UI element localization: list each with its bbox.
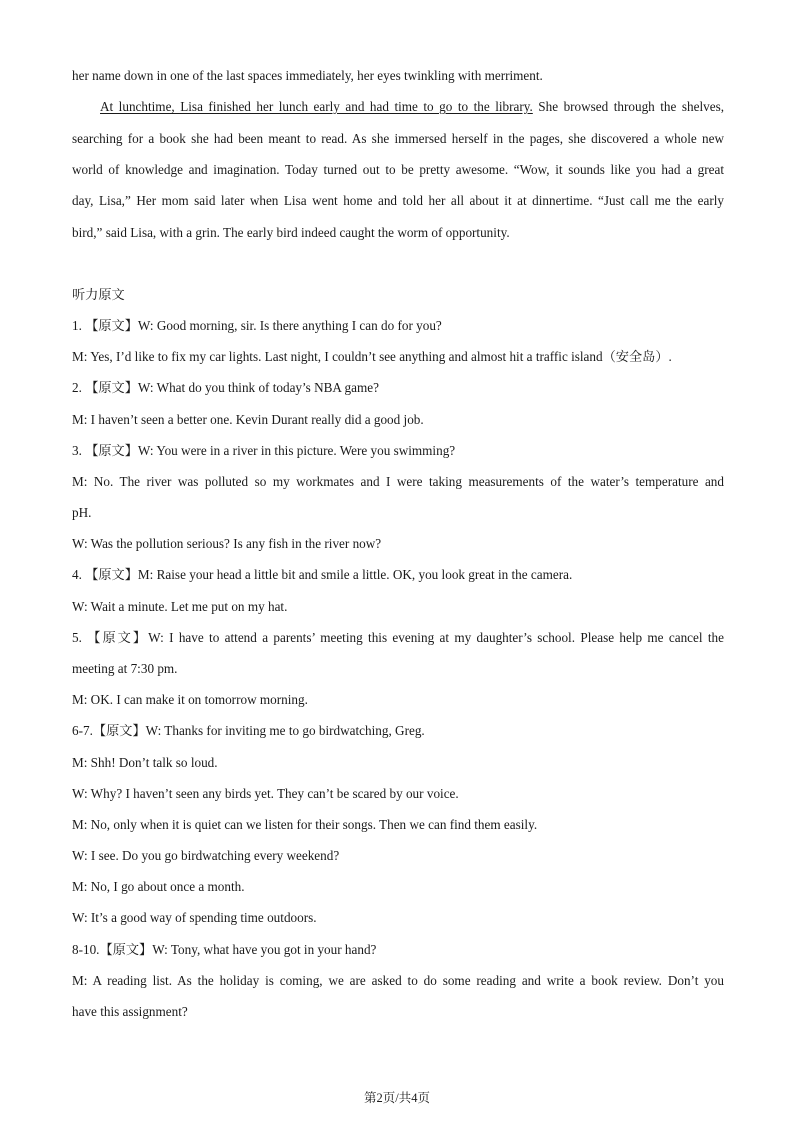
transcript-line: W: It’s a good way of spending time outdoors. bbox=[72, 910, 317, 925]
transcript-line: 3. 【原文】W: You were in a river in this picture. Were you swimming? bbox=[72, 443, 456, 458]
transcript-line: M: OK. I can make it on tomorrow morning. bbox=[72, 692, 308, 707]
story-line-2 bbox=[100, 98, 724, 116]
transcript-line: meeting at 7:30 pm. bbox=[72, 661, 178, 676]
transcript-line: M: No, only when it is quiet can we listen for their songs. Then we can find them easily. bbox=[72, 817, 538, 832]
transcript-line: W: Why? I haven’t seen any birds yet. They can’t be scared by our voice. bbox=[72, 786, 459, 801]
transcript-line: W: Was the pollution serious? Is any fish in the river now? bbox=[72, 536, 382, 551]
transcript-line: M: Yes, I’d like to fix my car lights. Last night, I couldn’t see anything and almost hit a traffic island（安全岛）. bbox=[72, 349, 672, 364]
story-line-4: world of knowledge and imagination. Today turned out to be pretty awesome. “Wow, it sounds like you had a great bbox=[72, 162, 724, 177]
transcript-line: W: I see. Do you go birdwatching every weekend? bbox=[72, 848, 340, 863]
story-line-5: day, Lisa,” Her mom said later when Lisa went home and told her all about it at dinnertime. “Just call me the early bbox=[72, 193, 724, 208]
transcript-line: W: Wait a minute. Let me put on my hat. bbox=[72, 599, 288, 614]
transcript-line: M: Shh! Don’t talk so loud. bbox=[72, 755, 218, 770]
transcript-line: M: I haven’t seen a better one. Kevin Durant really did a good job. bbox=[72, 412, 424, 427]
transcript-line: have this assignment? bbox=[72, 1004, 188, 1019]
page-number: 第2页/共4页 bbox=[364, 1091, 430, 1105]
transcript-line: 2. 【原文】W: What do you think of today’s NBA game? bbox=[72, 380, 379, 395]
story-line-6: bird,” said Lisa, with a grin. The early bird indeed caught the worm of opportunity. bbox=[72, 225, 510, 240]
transcript-line: pH. bbox=[72, 505, 92, 520]
story-line-1: her name down in one of the last spaces immediately, her eyes twinkling with merriment. bbox=[72, 68, 543, 83]
transcript-line: M: No. The river was polluted so my workmates and I were taking measurements of the water’s temperature and bbox=[72, 474, 724, 489]
transcript-line: 5. 【原文】W: I have to attend a parents’ meeting this evening at my daughter’s school. Please help me cancel the bbox=[72, 630, 724, 645]
story-line-3: searching for a book she had been meant to read. As she immersed herself in the pages, she discovered a whole new bbox=[72, 131, 724, 146]
transcript-line: 6-7.【原文】W: Thanks for inviting me to go birdwatching, Greg. bbox=[72, 723, 425, 738]
listening-heading: 听力原文 bbox=[72, 287, 125, 302]
transcript-line: M: A reading list. As the holiday is coming, we are asked to do some reading and write a book review. Don’t you bbox=[72, 973, 724, 988]
underlined-sentence: At lunchtime, Lisa finished her lunch early and had time to go to the library. bbox=[100, 99, 533, 114]
story-line-2-rest: She browsed through the shelves, bbox=[532, 99, 724, 114]
transcript-line: 4. 【原文】M: Raise your head a little bit and smile a little. OK, you look great in the camera. bbox=[72, 567, 573, 582]
transcript-line: 1. 【原文】W: Good morning, sir. Is there anything I can do for you? bbox=[72, 318, 442, 333]
transcript-line: 8-10.【原文】W: Tony, what have you got in your hand? bbox=[72, 942, 377, 957]
transcript-line: M: No, I go about once a month. bbox=[72, 879, 245, 894]
